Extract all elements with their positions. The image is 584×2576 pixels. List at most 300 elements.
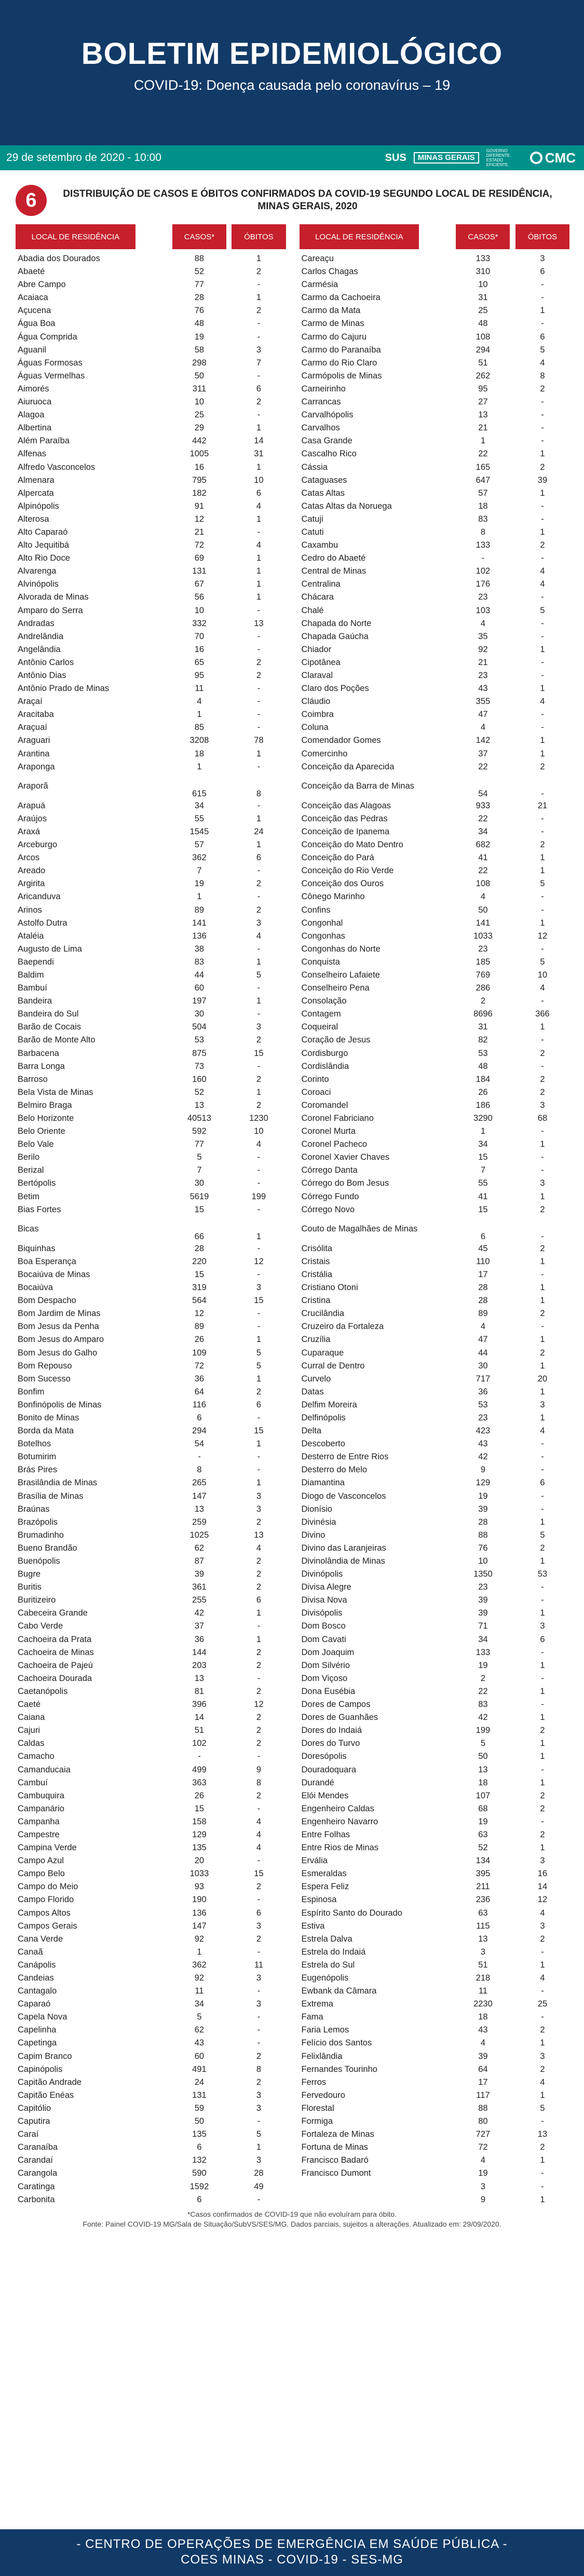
logos bbox=[385, 148, 576, 167]
deaths-value: 4 bbox=[540, 566, 545, 576]
table-row bbox=[300, 1255, 570, 1268]
municipality-name: Dom Silvério bbox=[301, 1660, 350, 1670]
deaths-value: 3 bbox=[256, 2155, 262, 2165]
cases-value: 3290 bbox=[473, 1114, 493, 1123]
table-row bbox=[300, 734, 570, 747]
municipality-name: Campestre bbox=[18, 1829, 60, 1839]
municipality-name: Canápolis bbox=[18, 1960, 56, 1970]
municipality-name: Cristais bbox=[301, 1256, 330, 1266]
municipality-name: Andrelândia bbox=[18, 631, 64, 641]
municipality-name: Botelhos bbox=[18, 1439, 51, 1449]
municipality-name: Astolfo Dutra bbox=[18, 918, 67, 928]
table-row bbox=[300, 1620, 570, 1633]
deaths-value: - bbox=[257, 332, 261, 342]
cases-value: 22 bbox=[478, 1686, 488, 1696]
table-row bbox=[300, 1815, 570, 1828]
deaths-value: 6 bbox=[256, 853, 262, 863]
cmc-circle-icon bbox=[530, 152, 542, 164]
deaths-value: 6 bbox=[540, 332, 545, 342]
deaths-value: - bbox=[257, 1452, 261, 1462]
municipality-name bbox=[300, 2193, 440, 2206]
cases-value: 10 bbox=[478, 280, 488, 290]
municipality-name: Candeias bbox=[18, 1973, 54, 1983]
deaths-value: 2 bbox=[256, 1739, 262, 1748]
municipality-name: Cana Verde bbox=[18, 1934, 63, 1944]
cases-value: 220 bbox=[192, 1256, 207, 1266]
municipality-name: Águas Vermelhas bbox=[18, 371, 85, 381]
table-row bbox=[300, 877, 570, 890]
municipality-name: Buenópolis bbox=[18, 1556, 60, 1566]
cases-value: 4 bbox=[480, 2038, 486, 2048]
cases-value: 45 bbox=[478, 1243, 488, 1253]
deaths-value: 1 bbox=[540, 2090, 545, 2100]
municipality-name: Cônego Marinho bbox=[301, 892, 365, 902]
table-row bbox=[16, 1998, 286, 2011]
cases-value: 68 bbox=[478, 1804, 488, 1813]
table-row bbox=[300, 2037, 570, 2050]
cases-value: 423 bbox=[476, 1426, 491, 1436]
deaths-value: - bbox=[257, 697, 261, 707]
cases-value: 19 bbox=[194, 332, 205, 342]
deaths-value: 2 bbox=[256, 879, 262, 889]
table-row bbox=[16, 1542, 286, 1555]
deaths-value: - bbox=[257, 2025, 261, 2035]
municipality-name: Curral de Dentro bbox=[301, 1361, 365, 1371]
municipality-name: Belo Oriente bbox=[18, 1127, 65, 1136]
deaths-value: 3 bbox=[540, 1100, 545, 1110]
municipality-name: Cataguases bbox=[301, 475, 347, 485]
cases-value: 22 bbox=[478, 866, 488, 876]
table-row bbox=[16, 1594, 286, 1607]
bulletin-title: BOLETIM EPIDEMIOLÓGICO bbox=[81, 37, 503, 71]
deaths-value: - bbox=[541, 423, 544, 433]
table-row bbox=[300, 383, 570, 396]
deaths-value: 2 bbox=[540, 1791, 545, 1800]
municipality-name: Água Boa bbox=[18, 319, 56, 329]
deaths-value: 4 bbox=[540, 697, 545, 707]
table-row bbox=[16, 748, 286, 761]
table-row bbox=[16, 1281, 286, 1294]
municipality-name: Extrema bbox=[301, 1999, 333, 2009]
table-row bbox=[16, 1633, 286, 1646]
municipality-name: Florestal bbox=[301, 2103, 334, 2113]
municipality-name: Alto Jequitibá bbox=[18, 540, 70, 550]
municipality-name: Caranaíba bbox=[18, 2143, 58, 2152]
deaths-value: 366 bbox=[535, 1009, 550, 1019]
municipality-name: Cambuquira bbox=[18, 1791, 64, 1800]
table-row bbox=[16, 1151, 286, 1164]
table-row bbox=[16, 1659, 286, 1672]
cases-value: 43 bbox=[478, 2025, 488, 2035]
table-row bbox=[16, 656, 286, 669]
table-row bbox=[16, 1386, 286, 1399]
table-row bbox=[300, 370, 570, 383]
cases-value: 26 bbox=[478, 1087, 488, 1097]
cases-value: 107 bbox=[476, 1791, 491, 1800]
cases-value: 11 bbox=[195, 1986, 204, 1996]
municipality-name: Curvelo bbox=[301, 1374, 331, 1384]
cases-value: 176 bbox=[476, 579, 491, 589]
deaths-value: 28 bbox=[254, 2168, 264, 2178]
municipality-name: Espinosa bbox=[301, 1895, 337, 1905]
cases-value: 50 bbox=[478, 905, 488, 915]
municipality-name: Augusto de Lima bbox=[18, 944, 82, 954]
deaths-value: 2 bbox=[256, 1100, 262, 1110]
deaths-value: 1 bbox=[540, 1256, 545, 1266]
table-row bbox=[300, 1998, 570, 2011]
cases-value: 933 bbox=[476, 801, 491, 810]
cases-value: 43 bbox=[478, 1439, 488, 1449]
cases-value: 12 bbox=[194, 1309, 205, 1319]
deaths-value: 15 bbox=[254, 1426, 264, 1436]
deaths-value: 1 bbox=[540, 2194, 545, 2204]
municipality-name: Cruzeiro da Fortaleza bbox=[301, 1322, 384, 1332]
cases-value: 160 bbox=[192, 1074, 207, 1084]
municipality-name: Conselheiro Pena bbox=[301, 983, 370, 993]
deaths-value: - bbox=[257, 866, 261, 876]
municipality-name: Bocaiúva de Minas bbox=[18, 1269, 90, 1279]
table-row bbox=[16, 877, 286, 890]
deaths-value: 1 bbox=[540, 1191, 545, 1201]
table-row bbox=[300, 2167, 570, 2180]
table-row bbox=[16, 539, 286, 552]
deaths-value: - bbox=[257, 1269, 261, 1279]
cases-value: 62 bbox=[194, 1543, 205, 1553]
deaths-value: 3 bbox=[256, 1921, 262, 1931]
cases-value: 50 bbox=[478, 1752, 488, 1761]
municipality-name: Caeté bbox=[18, 1700, 41, 1710]
cases-value: 13 bbox=[194, 1100, 205, 1110]
municipality-name: Campina Verde bbox=[18, 1843, 77, 1853]
municipality-name: Alfredo Vasconcelos bbox=[18, 462, 96, 472]
municipality-name: Brás Pires bbox=[18, 1465, 58, 1475]
left-column bbox=[16, 224, 286, 2206]
deaths-value: 2 bbox=[540, 1074, 545, 1084]
deaths-value: - bbox=[541, 436, 544, 446]
cases-value: 19 bbox=[478, 1660, 488, 1670]
table-row bbox=[16, 1333, 286, 1346]
table-row bbox=[16, 799, 286, 812]
municipality-name: Cordisburgo bbox=[301, 1048, 348, 1058]
table-row bbox=[16, 344, 286, 357]
municipality-name: Fortuna de Minas bbox=[301, 2143, 368, 2152]
table-row bbox=[16, 1047, 286, 1060]
table-row bbox=[300, 643, 570, 656]
cases-value: 41 bbox=[478, 1191, 488, 1201]
table-row bbox=[16, 591, 286, 604]
deaths-value: 4 bbox=[540, 579, 545, 589]
cases-value: 647 bbox=[476, 475, 491, 485]
municipality-name: Capetinga bbox=[18, 2038, 57, 2048]
deaths-value: 13 bbox=[254, 1530, 264, 1540]
deaths-value: 2 bbox=[256, 397, 262, 407]
table-row bbox=[16, 1060, 286, 1073]
deaths-value: 1 bbox=[256, 996, 262, 1006]
cases-value: 17 bbox=[478, 1269, 488, 1279]
table-row bbox=[16, 2063, 286, 2076]
table-row bbox=[300, 812, 570, 825]
header-casos: CASOS* bbox=[456, 224, 510, 249]
municipality-name: Braúnas bbox=[18, 1504, 50, 1514]
municipality-name: Bom Jesus do Galho bbox=[18, 1348, 98, 1358]
deaths-value: - bbox=[541, 1452, 544, 1462]
cases-value: 27 bbox=[478, 397, 488, 407]
cases-value: - bbox=[481, 553, 485, 563]
municipality-name: Dom Joaquim bbox=[301, 1647, 355, 1657]
municipality-name: Barão de Monte Alto bbox=[18, 1035, 96, 1045]
deaths-value: - bbox=[541, 501, 544, 511]
table-row bbox=[16, 1438, 286, 1450]
cases-value: 1 bbox=[197, 762, 202, 771]
cases-value: 7 bbox=[197, 866, 202, 876]
municipality-name: Araxá bbox=[18, 826, 40, 836]
cases-value: 592 bbox=[192, 1127, 207, 1136]
table-row bbox=[300, 1764, 570, 1777]
table-row bbox=[300, 1685, 570, 1698]
table-row bbox=[300, 1099, 570, 1112]
municipality-name: Betim bbox=[18, 1191, 40, 1201]
cases-value: 28 bbox=[194, 293, 205, 303]
deaths-value: - bbox=[541, 2168, 544, 2178]
cases-value: 72 bbox=[194, 1361, 205, 1371]
municipality-name: Estiva bbox=[301, 1921, 325, 1931]
cases-value: 491 bbox=[192, 2064, 207, 2074]
deaths-value: - bbox=[257, 1413, 261, 1422]
municipality-name: Bela Vista de Minas bbox=[18, 1087, 93, 1097]
municipality-name: Conselheiro Lafaiete bbox=[301, 970, 380, 980]
deaths-value: 1 bbox=[540, 2155, 545, 2165]
cases-value: 65 bbox=[194, 657, 205, 667]
cases-value: 76 bbox=[194, 306, 205, 316]
cases-value: 40513 bbox=[187, 1114, 211, 1123]
table-row bbox=[300, 956, 570, 969]
cases-value: 129 bbox=[192, 1829, 207, 1839]
deaths-value: 1 bbox=[256, 553, 262, 563]
cases-value: 89 bbox=[478, 1309, 488, 1319]
deaths-value: 1 bbox=[256, 592, 262, 602]
table-row bbox=[16, 1164, 286, 1177]
cases-value: 23 bbox=[478, 592, 488, 602]
table-row bbox=[300, 708, 570, 721]
municipality-name: Capitão Andrade bbox=[18, 2077, 82, 2087]
deaths-value: 2 bbox=[540, 840, 545, 850]
cases-value: 10 bbox=[478, 1556, 488, 1566]
table-row bbox=[300, 1177, 570, 1190]
deaths-value: - bbox=[541, 319, 544, 329]
cases-value: 11 bbox=[478, 1986, 487, 1996]
minas-gerais-slogan: GOVERNO DIFERENTE. ESTADO EFICIENTE. bbox=[486, 148, 511, 167]
table-row bbox=[300, 1190, 570, 1203]
deaths-value: 10 bbox=[254, 1127, 264, 1136]
cases-value: 34 bbox=[194, 801, 205, 810]
municipality-name: Coqueiral bbox=[301, 1022, 338, 1032]
municipality-name: Carmésia bbox=[301, 280, 338, 290]
table-row bbox=[16, 1685, 286, 1698]
deaths-value: - bbox=[541, 1322, 544, 1332]
cases-value: 88 bbox=[478, 1530, 488, 1540]
table-row bbox=[300, 682, 570, 695]
municipality-name: Buritizeiro bbox=[18, 1595, 56, 1605]
deaths-value: - bbox=[257, 319, 261, 329]
cases-value: 48 bbox=[194, 319, 205, 329]
cases-value: 117 bbox=[476, 2090, 490, 2100]
table-row bbox=[300, 1112, 570, 1125]
cases-value: 265 bbox=[192, 1478, 207, 1488]
table-row bbox=[300, 1073, 570, 1086]
deaths-value: - bbox=[541, 723, 544, 733]
table-row bbox=[300, 2024, 570, 2037]
cases-value: 115 bbox=[476, 1921, 490, 1931]
municipality-name: Campo Belo bbox=[18, 1869, 65, 1879]
municipality-name: Cruzília bbox=[301, 1335, 331, 1345]
municipality-name: Ewbank da Câmara bbox=[301, 1986, 377, 1996]
deaths-value: 5 bbox=[256, 2130, 262, 2139]
municipality-name: Campo Azul bbox=[18, 1856, 64, 1866]
deaths-value: 2 bbox=[540, 1804, 545, 1813]
tables bbox=[0, 221, 584, 2206]
cases-value: 3208 bbox=[189, 736, 209, 745]
municipality-name: Cachoeira Dourada bbox=[18, 1673, 92, 1683]
deaths-value: 1 bbox=[540, 1296, 545, 1306]
table-row bbox=[16, 643, 286, 656]
deaths-value: - bbox=[257, 527, 261, 537]
municipality-name: Desterro do Melo bbox=[301, 1465, 368, 1475]
cases-value: 39 bbox=[478, 1608, 488, 1618]
deaths-value: 1 bbox=[256, 462, 262, 472]
cases-value: 133 bbox=[476, 1647, 491, 1657]
municipality-name: Capim Branco bbox=[18, 2051, 72, 2061]
table-row bbox=[300, 1216, 570, 1242]
cases-value: 47 bbox=[478, 710, 488, 720]
table-row bbox=[300, 1893, 570, 1906]
cases-value: 13 bbox=[478, 1765, 488, 1774]
table-row bbox=[16, 2128, 286, 2141]
table-row bbox=[300, 291, 570, 304]
cases-value: 50 bbox=[194, 2117, 205, 2126]
table-row bbox=[300, 982, 570, 995]
municipality-name: Araporã bbox=[18, 781, 48, 791]
deaths-value: 3 bbox=[540, 1621, 545, 1631]
deaths-value: 20 bbox=[537, 1374, 548, 1384]
cases-value: 92 bbox=[194, 1934, 205, 1944]
cases-value: 19 bbox=[478, 1491, 488, 1501]
table-row bbox=[300, 1281, 570, 1294]
deaths-value: 1 bbox=[540, 1022, 545, 1032]
cases-value: 19 bbox=[478, 1816, 488, 1826]
table-row bbox=[16, 2050, 286, 2063]
table-row bbox=[300, 513, 570, 526]
deaths-value: - bbox=[257, 684, 261, 694]
deaths-value: 4 bbox=[540, 983, 545, 993]
table-row bbox=[16, 1620, 286, 1633]
table-row bbox=[16, 1373, 286, 1386]
deaths-value: - bbox=[541, 657, 544, 667]
table-row bbox=[16, 1177, 286, 1190]
municipality-name: Conceição dos Ouros bbox=[301, 879, 384, 889]
cases-value: 875 bbox=[192, 1048, 207, 1058]
deaths-value: 1 bbox=[540, 2038, 545, 2048]
table-row bbox=[16, 2089, 286, 2102]
cases-value: 8 bbox=[197, 1465, 202, 1475]
cases-value: 564 bbox=[192, 1296, 207, 1306]
municipality-name: Conceição das Pedras bbox=[301, 814, 388, 823]
municipality-name: Eugenópolis bbox=[301, 1973, 349, 1983]
municipality-name: Bocaiúva bbox=[18, 1283, 53, 1293]
table-row bbox=[16, 1307, 286, 1320]
table-row bbox=[16, 956, 286, 969]
deaths-value: - bbox=[257, 1061, 261, 1071]
municipality-name: Alto Rio Doce bbox=[18, 553, 70, 563]
deaths-value: - bbox=[257, 1009, 261, 1019]
deaths-value: - bbox=[257, 1178, 261, 1188]
deaths-value: 24 bbox=[254, 826, 264, 836]
table-row bbox=[16, 890, 286, 903]
cases-value: 19 bbox=[478, 2168, 488, 2178]
table-row bbox=[16, 317, 286, 330]
deaths-value: - bbox=[257, 2038, 261, 2048]
deaths-value: 5 bbox=[256, 970, 262, 980]
cases-value: 10 bbox=[194, 605, 205, 615]
table-row bbox=[300, 1946, 570, 1959]
deaths-value: - bbox=[257, 410, 261, 420]
table-row bbox=[300, 1698, 570, 1711]
municipality-name: Antônio Carlos bbox=[18, 657, 74, 667]
deaths-value: - bbox=[541, 1491, 544, 1501]
municipality-name: Córrego do Bom Jesus bbox=[301, 1178, 389, 1188]
deaths-value: - bbox=[257, 371, 261, 381]
cases-value: 23 bbox=[478, 671, 488, 680]
municipality-name: Almenara bbox=[18, 475, 55, 485]
table-row bbox=[300, 461, 570, 474]
municipality-name: Coronel Murta bbox=[301, 1127, 356, 1136]
table-row bbox=[300, 1529, 570, 1542]
deaths-value: 49 bbox=[254, 2181, 264, 2191]
deaths-value: - bbox=[541, 996, 544, 1006]
deaths-value: - bbox=[541, 618, 544, 628]
deaths-value: 8 bbox=[256, 789, 262, 798]
cases-value: 62 bbox=[194, 2025, 205, 2035]
municipality-name: Felício dos Santos bbox=[301, 2038, 372, 2048]
municipality-name: Berilo bbox=[18, 1153, 40, 1162]
municipality-name: Coronel Fabriciano bbox=[301, 1114, 374, 1123]
table-row bbox=[300, 474, 570, 487]
municipality-name: Divinópolis bbox=[301, 1569, 343, 1579]
cases-value: 185 bbox=[476, 957, 491, 967]
cases-value: 5 bbox=[480, 1739, 486, 1748]
municipality-name: Alpinópolis bbox=[18, 501, 59, 511]
table-row bbox=[300, 969, 570, 982]
deaths-value: - bbox=[541, 1153, 544, 1162]
table-row bbox=[16, 1764, 286, 1777]
cases-value: 147 bbox=[192, 1491, 207, 1501]
cases-value: 34 bbox=[478, 1140, 488, 1149]
deaths-value: - bbox=[541, 2012, 544, 2022]
cases-value: 361 bbox=[192, 1582, 207, 1592]
municipality-name: Congonhas do Norte bbox=[301, 944, 381, 954]
table-row bbox=[300, 1060, 570, 1073]
deaths-value: 2 bbox=[540, 462, 545, 472]
municipality-name: Estrela do Sul bbox=[301, 1960, 355, 1970]
deaths-value: 2 bbox=[256, 267, 262, 277]
table-row bbox=[300, 890, 570, 903]
table-row bbox=[16, 1880, 286, 1893]
cases-value: 5 bbox=[197, 2012, 202, 2022]
cases-value: 17 bbox=[478, 2077, 488, 2087]
municipality-name: Carandaí bbox=[18, 2155, 53, 2165]
municipality-name: Divisa Nova bbox=[301, 1595, 347, 1605]
table-row bbox=[300, 1476, 570, 1489]
cases-value: 30 bbox=[194, 1009, 205, 1019]
